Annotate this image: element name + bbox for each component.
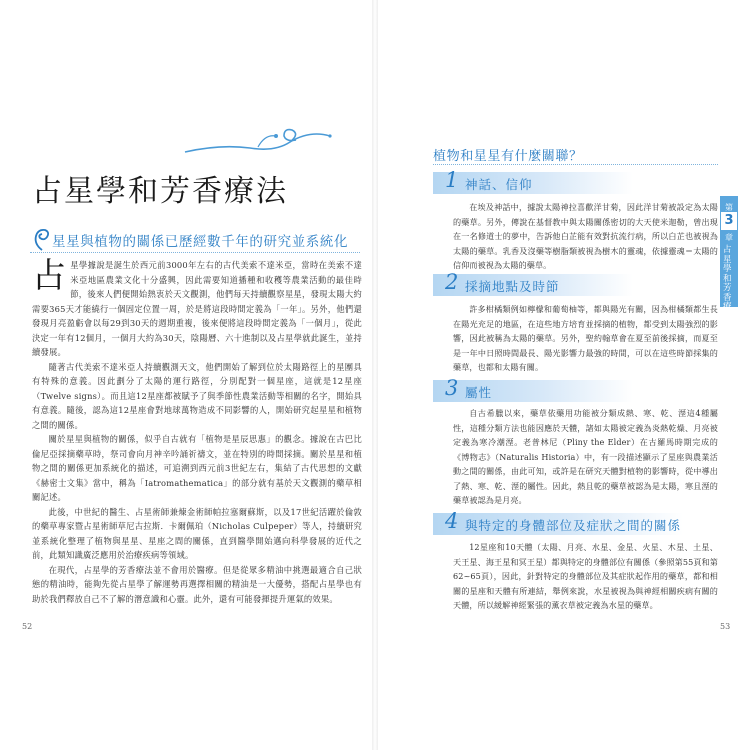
left-body-text	[32, 258, 362, 606]
section-number: 1	[445, 168, 459, 192]
page-number-left: 52	[22, 622, 33, 631]
leaf-swirl-icon	[30, 226, 54, 252]
subtitle-divider	[30, 252, 360, 253]
right-page	[375, 0, 750, 750]
section-heading-3	[433, 376, 633, 402]
section-label: 採摘地點及時節	[465, 279, 560, 294]
chapter-tab-suffix: 章	[725, 233, 733, 242]
page-number-right: 53	[720, 622, 731, 631]
section-subtitle-text: 星星與植物的關係已歷經數千年的研究並系統化	[52, 234, 349, 250]
drop-cap: 占	[32, 256, 67, 296]
paragraph: 占星學據說是誕生於西元前3000年左右的古代美索不達米亞，當時在美索不達米亞地區農業文化十分盛興，因此需要知道播種和收穫等農業活動的最佳時節，後來人們便開始熱衷於天文觀測，他們每天持續觀察星星，發現太陽大約需要365天才能繞行一個固定位置一周，於是將這段時間定義為「一年」。另外，他們還發現月亮盈虧會以每29到30天的週期重複，後來便將這段時間定義為「一個月」，從此決定一年有12個月，一個月大約為30天，陰陽曆、六十進制以及占星學就此誕生，並持續發展。	[32, 256, 362, 357]
chapter-number-badge: 3	[721, 212, 737, 230]
chapter-tab	[720, 196, 738, 322]
paragraph: 此後，中世紀的醫生、占星術師兼煉金術師帕拉塞爾蘇斯，以及17世紀活躍於倫敦的藥草專家暨占星術師草尼古拉斯．卡爾佩珀（Nicholas Culpeper）等人，持續研究並系統化整理了植物與星星、星座之間的關係，直到醫學開始邁向科學發展的近代之前，此類知識廣泛應用於治療疾病等領域。	[32, 506, 362, 560]
paragraph: 在現代，占星學的芳香療法並不會用於醫療。但是從眾多精油中挑選最適合自己狀態的精油時，能夠先從占星學了解運勢再選擇相關的精油是一大優勢，搭配占星學也有助於我們釋放自己不了解的潛意識和心靈。此外，還有可能發揮提升運氣的效果。	[32, 564, 362, 604]
flourish-ornament	[180, 122, 340, 162]
section-body-1: 在埃及神話中，據說太陽神拉喜歡洋甘菊，因此洋甘菊被設定為太陽的藥草。另外，傳說在基督教中與太陽關係密切的大天使米迦勒，曾出現在一名修道士的夢中，告訴他白芷能有效對抗流行病，所以白芷也被視為太陽的藥草。乳香及沒藥等樹脂類被視為樹木的靈魂，依據靈魂＝太陽的信仰而被視為太陽的藥草。	[453, 202, 718, 270]
section-heading-4	[433, 509, 683, 535]
paragraph: 關於星星與植物的關係，似乎自古就有「植物是星辰思惠」的觀念。據說在古巴比倫尼亞採摘藥草時，祭司會向月神辛吟誦祈禱文，並在特別的時間採摘。關於星星和植物之間的關係更加系統化的描述，可追溯到西元前3世紀左右，集結了古代思想的文獻《赫密士文集》當中，稱為「Iatromathematica」的部分就有基於天文觀測的藥草相關記述。	[32, 434, 362, 502]
section-subtitle	[30, 228, 360, 252]
section-body-3: 自古希臘以來，藥草依藥用功能被分類成熱、寒、乾、溼這4種屬性，這種分類方法也能因應於天體，諸如太陽被定義為炎熱乾燥、月亮被定義為寒冷潮溼。老普林尼（Pliny the Elder）在古羅馬時期完成的《博物志》（Naturalis Historia）中，有一段描述顯示了星座與農業活動之間的關係，由此可知，或許是在研究天體對植物的影響時，從中導出了熱、寒、乾、溼的屬性。因此，熱且乾的藥草被認為是太陽，寒且溼的藥草被認為是月亮。	[453, 408, 718, 505]
right-page-title: 植物和星星有什麼關聯？	[433, 149, 583, 164]
chapter-tab-prefix: 第	[725, 203, 733, 212]
section-heading-1	[433, 168, 633, 194]
title-divider	[433, 164, 718, 165]
section-body-2: 許多柑橘類例如檸檬和葡萄柚等，都與陽光有關，因為柑橘類都生長在陽光充足的地區，在這些地方培育並採摘的植物，都受到太陽強烈的影響，因此被稱為太陽的藥草。另外，聖約翰草會在夏至前後採摘，而夏至是一年中日照時間最長、陽光影響力最強的時間，可以在這些時節採集的藥草，也都和太陽有關。	[453, 304, 718, 372]
section-number: 3	[445, 376, 459, 400]
section-label: 神話、信仰	[465, 177, 533, 192]
section-number: 2	[445, 270, 459, 294]
section-label: 與特定的身體部位及症狀之間的關係	[465, 518, 682, 533]
section-body-4: 12星座和10天體（太陽、月亮、水星、金星、火星、木星、土星、天王星、海王星和冥王星）都與特定的身體部位有關係（參照第55頁和第62~65頁），因此，針對特定的身體部位及其症狀起作用的藥草，都和相關的星座和天體有所連結，舉例來說，水星被視為與神經相關疾病有關的天體，所以緩解神經緊張的薰衣草被定義為水星的藥草。	[453, 542, 718, 610]
section-number: 4	[445, 509, 459, 533]
section-heading-2	[433, 270, 633, 296]
chapter-tab-title: 占星學和芳香療法	[723, 245, 732, 322]
section-label: 屬性	[465, 385, 493, 400]
paragraph: 隨著古代美索不達米亞人持續觀測天文，他們開始了解到位於太陽路徑上的星團具有特殊的意義。因此劃分了太陽的運行路徑，分別配對一個星座，這就是12星座（Twelve signs）。而且這12星座都被賦予了與季節性農業活動等相關的名字，開始具有意義。隨後，認為這12星座會對地球萬物造成不同影響的人，開始研究起星星和植物之間的關係。	[32, 361, 362, 430]
chapter-title: 占星學和芳香療法	[32, 174, 288, 209]
